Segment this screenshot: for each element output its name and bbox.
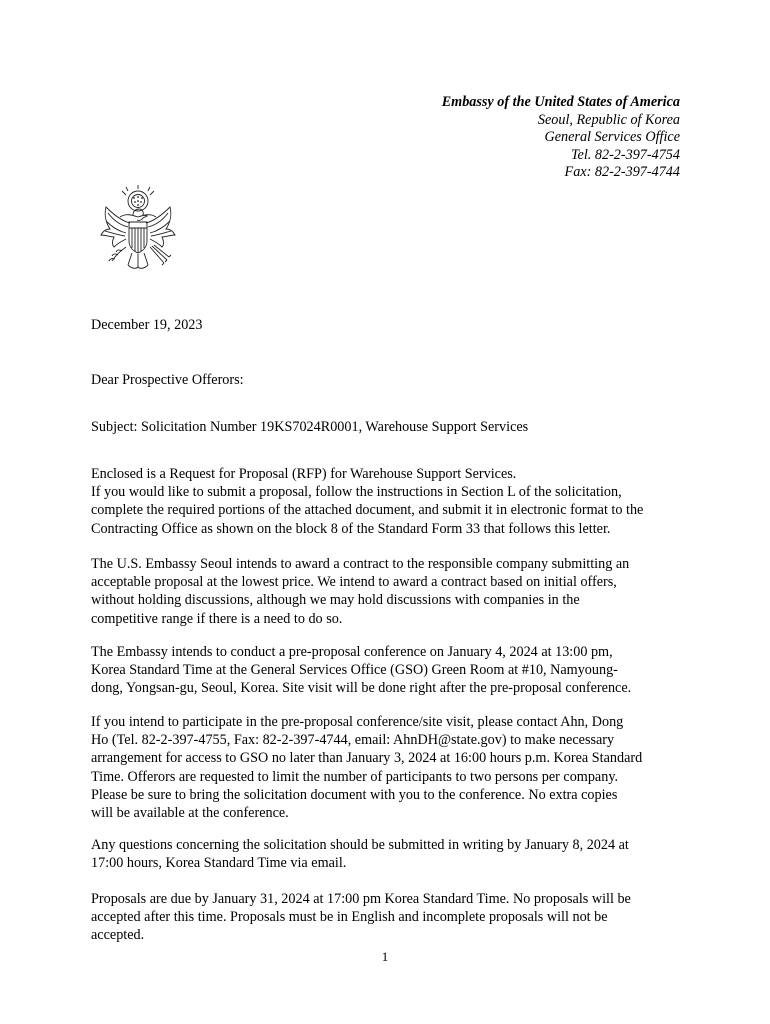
great-seal-icon — [92, 185, 184, 277]
letter-date: December 19, 2023 — [91, 317, 203, 333]
text-line: If you would like to submit a proposal, follow the instructions in Section L of the solicitation, — [91, 484, 622, 501]
text-line: arrangement for access to GSO no later than January 3, 2024 at 16:00 hours p.m. Korea Standard — [91, 750, 643, 767]
page-number: 1 — [381, 949, 389, 964]
organization-tel: Tel. 82-2-397-4754 — [570, 146, 680, 163]
text-line: The U.S. Embassy Seoul intends to award a contract to the responsible company submitting an — [91, 556, 630, 572]
organization-name: Embassy of the United States of America — [441, 94, 680, 110]
text-line: without holding discussions, although we may hold discussions with companies in the — [91, 592, 580, 609]
letter-salutation: Dear Prospective Offerors: — [91, 372, 244, 388]
text-line: Please be sure to bring the solicitation document with you to the conference. No extra copies — [91, 786, 618, 803]
text-line: accepted. — [91, 927, 145, 944]
organization-fax: Fax: 82-2-397-4744 — [564, 164, 680, 181]
text-line: If you intend to participate in the pre-proposal conference/site visit, please contact Ahn, Dong — [91, 714, 624, 730]
text-line: acceptable proposal at the lowest price. We intend to award a contract based on initial offers, — [91, 574, 617, 591]
text-line: will be available at the conference. — [91, 805, 289, 822]
paragraph-site-visit-contact — [91, 713, 683, 822]
text-line: competitive range if there is a need to do so. — [91, 610, 343, 627]
text-line: Proposals are due by January 31, 2024 at 17:00 pm Korea Standard Time. No proposals will be — [91, 891, 631, 907]
paragraph-rfp-enclosed — [91, 465, 683, 538]
letter-subject: Subject: Solicitation Number 19KS7024R0001, Warehouse Support Services — [91, 419, 529, 435]
letterhead — [442, 94, 680, 182]
organization-city: Seoul, Republic of Korea — [537, 111, 680, 128]
paragraph-award-intent — [91, 555, 683, 628]
text-line: Any questions concerning the solicitation should be submitted in writing by January 8, 2024 at — [91, 837, 629, 853]
text-line: dong, Yongsan-gu, Seoul, Korea. Site visit will be done right after the pre-proposal conference. — [91, 680, 632, 697]
text-line: complete the required portions of the attached document, and submit it in electronic format to the — [91, 502, 644, 519]
paragraph-pre-proposal-conference — [91, 643, 683, 698]
text-line: The Embassy intends to conduct a pre-proposal conference on January 4, 2024 at 13:00 pm, — [91, 644, 613, 660]
text-line: Time. Offerors are requested to limit the number of participants to two persons per company. — [91, 768, 619, 785]
text-line: Ho (Tel. 82-2-397-4755, Fax: 82-2-397-4744, email: AhnDH@state.gov) to make necessary — [91, 732, 615, 749]
text-line: 17:00 hours, Korea Standard Time via email. — [91, 855, 347, 872]
paragraph-proposals-due — [91, 890, 683, 945]
paragraph-questions — [91, 836, 683, 872]
text-line: Korea Standard Time at the General Services Office (GSO) Green Room at #10, Namyoung- — [91, 662, 618, 679]
text-line: accepted after this time. Proposals must be in English and incomplete proposals will not be — [91, 909, 608, 926]
organization-office: General Services Office — [544, 129, 680, 146]
text-line: Enclosed is a Request for Proposal (RFP) for Warehouse Support Services. — [91, 466, 517, 482]
text-line: Contracting Office as shown on the block 8 of the Standard Form 33 that follows this letter. — [91, 520, 611, 537]
